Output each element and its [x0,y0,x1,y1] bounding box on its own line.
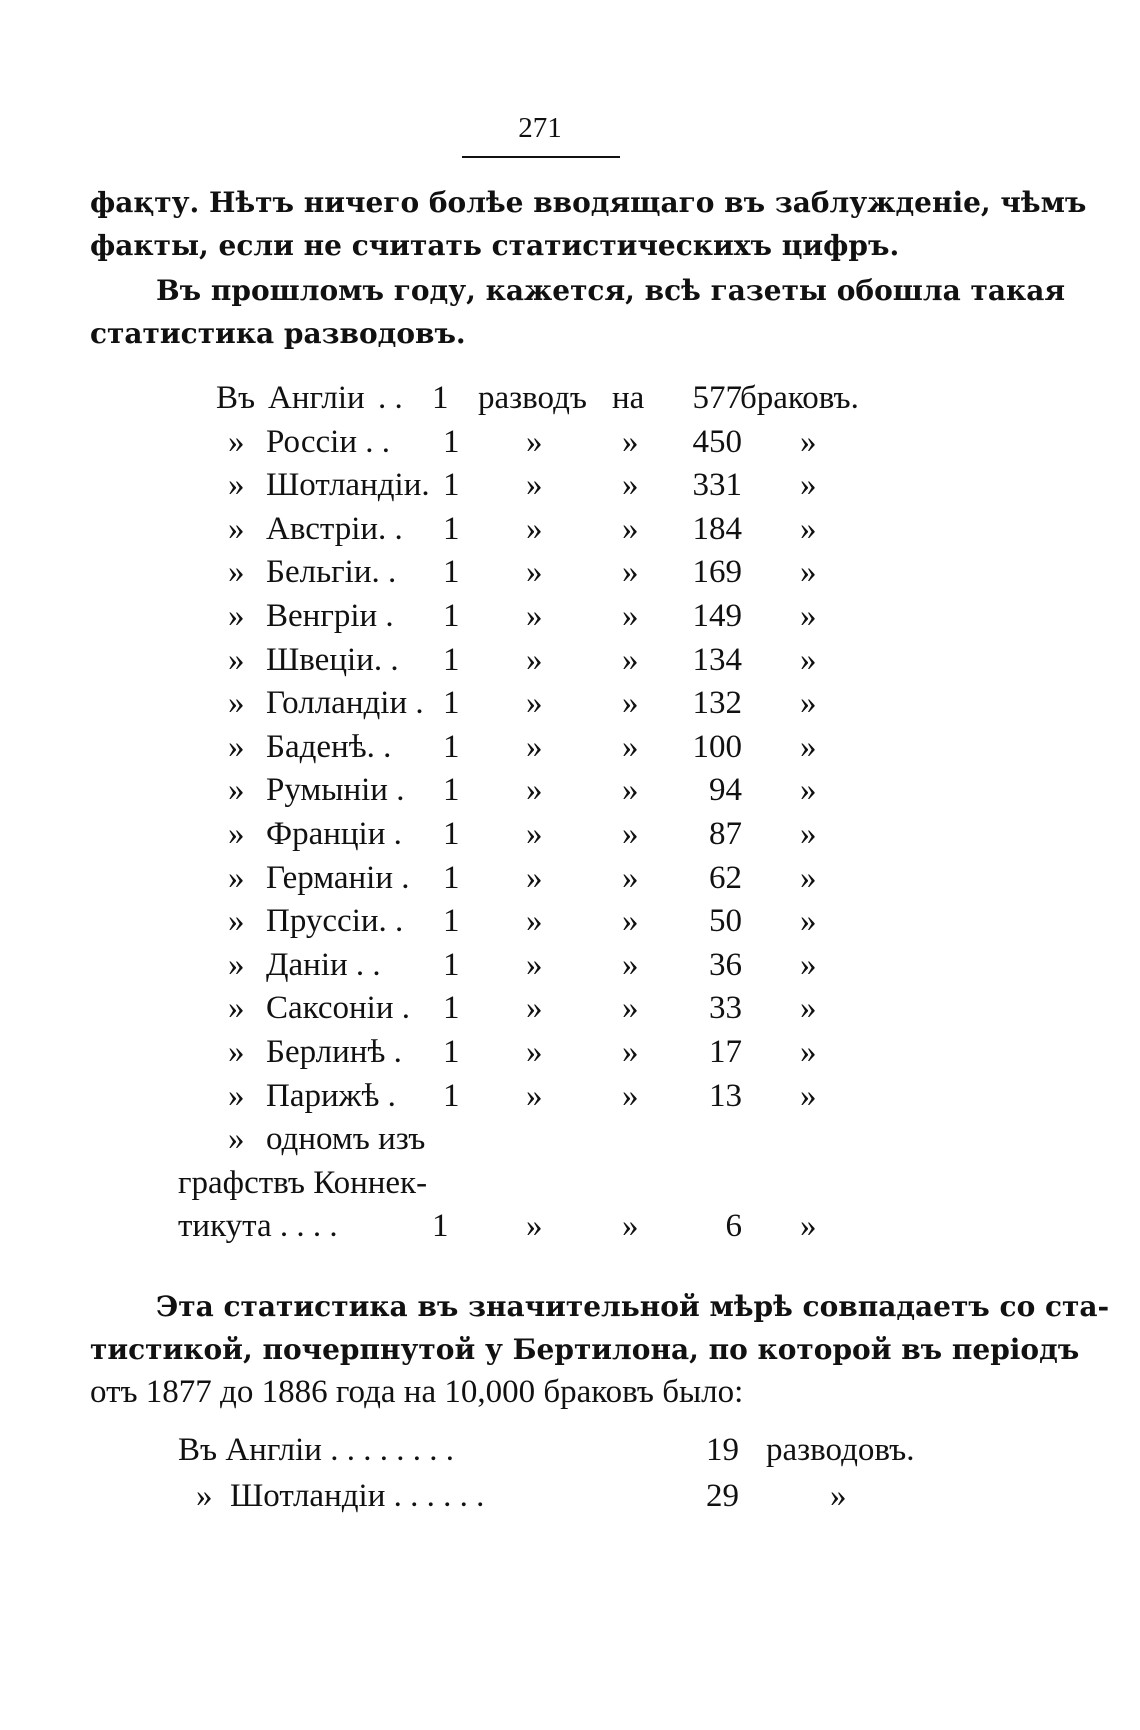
ditto-mark: » [228,815,245,852]
ditto-mark: » [228,946,245,983]
ditto-mark: » [622,467,639,504]
marriages-count: 62 [709,859,742,896]
ditto-mark: » [800,903,817,940]
country-name: Бельгіи. . [266,554,397,591]
one-count: 1 [443,990,460,1027]
page-number-rule [462,156,620,158]
marriages-count: 184 [692,510,742,547]
ditto-mark: » [526,510,543,547]
bertillon-country: Шотландіи . . . . . . [230,1478,485,1514]
ditto-mark: » [228,467,245,504]
country-name: Пруссіи. . [266,903,404,940]
ditto-mark: » [622,510,639,547]
table-row [0,467,1140,511]
ditto-mark: » [228,903,245,940]
ditto-mark: » [622,423,639,460]
paragraph-3-line-2: тистикой, почерпнутой у Бертилона, по которой въ періодъ [90,1333,1080,1366]
ditto-mark: » [800,990,817,1027]
header-lead: Въ [216,380,256,416]
marriages-count: 13 [709,1077,742,1114]
marriages-count: 36 [709,946,742,983]
ditto-mark: » [228,685,245,722]
ditto-mark: » [526,990,543,1027]
ditto-mark: » [622,1033,639,1070]
table-row [0,860,1140,904]
country-name: Швеціи. . [266,641,399,678]
bertillon-value: 19 [706,1432,739,1468]
marriages-count: 132 [692,685,742,722]
paragraph-3-line-1: Эта статистика въ значительной мѣрѣ совпадаетъ со ста- [156,1290,1110,1323]
marriages-count: 450 [692,423,742,460]
marriages-count: 331 [692,467,742,504]
header-one: 1 [432,380,449,416]
bertillon-value: 29 [706,1478,739,1514]
ditto-mark: » [622,1208,639,1245]
table-row [0,511,1140,555]
one-count: 1 [443,728,460,765]
ditto-mark: » [526,641,543,678]
marriages-count: 33 [709,990,742,1027]
country-name: Берлинѣ . [266,1033,402,1070]
marriages-count: 149 [692,597,742,634]
ditto-mark: » [622,815,639,852]
ditto-mark: » [228,423,245,460]
one-count: 1 [443,423,460,460]
ditto-mark: » [228,554,245,591]
one-count: 1 [443,903,460,940]
paragraph-1 [90,181,1087,267]
paragraph-3 [90,1285,1110,1414]
one-count: 1 [443,859,460,896]
country-name: Баденѣ. . [266,728,392,765]
ditto-mark: » [526,815,543,852]
ditto-mark: » [228,990,245,1027]
last-row-text-3: тикута . . . . [178,1208,338,1245]
ditto-mark: » [228,728,245,765]
ditto-mark: » [526,467,543,504]
ditto-mark: » [526,554,543,591]
ditto-mark: » [622,772,639,809]
bertillon-table [0,1432,1140,1524]
ditto-mark: » [526,946,543,983]
table-row [0,642,1140,686]
last-row-one: 1 [432,1208,449,1245]
ditto-mark: » [800,1033,817,1070]
one-count: 1 [443,641,460,678]
ditto-mark: » [800,1208,817,1245]
ditto-mark: » [228,859,245,896]
header-value: 577 [692,380,742,416]
table-header-row [0,380,1140,424]
marriages-count: 17 [709,1033,742,1070]
ditto-mark: » [526,772,543,809]
header-country: Англіи [268,380,365,416]
table-row [0,816,1140,860]
ditto-mark: » [800,685,817,722]
bertillon-country: Въ Англіи . . . . . . . . [178,1432,454,1468]
ditto-mark: » [228,772,245,809]
marriages-count: 50 [709,903,742,940]
ditto-mark: » [228,597,245,634]
country-name: Россіи . . [266,423,390,460]
one-count: 1 [443,510,460,547]
one-count: 1 [443,1077,460,1114]
one-count: 1 [443,772,460,809]
marriages-count: 94 [709,772,742,809]
last-row-text-2: графствъ Коннек- [178,1164,428,1201]
ditto-mark: » [800,859,817,896]
ditto-mark: » [622,597,639,634]
ditto-mark: » [526,859,543,896]
ditto-mark: » [800,946,817,983]
ditto-mark: » [526,423,543,460]
ditto-mark: » [800,510,817,547]
ditto-mark: » [622,641,639,678]
last-row-line-3 [0,1208,1140,1252]
one-count: 1 [443,685,460,722]
ditto-mark: » [228,1077,245,1114]
header-razvod: разводъ [478,380,587,416]
table-row [0,772,1140,816]
last-row-line-2 [0,1165,1140,1209]
ditto-mark: » [526,685,543,722]
last-row-text-1: одномъ изъ [266,1121,426,1158]
country-name: Венгріи . [266,597,394,634]
ditto-mark: » [800,815,817,852]
marriages-count: 87 [709,815,742,852]
ditto-mark: » [228,1121,245,1158]
ditto-mark: » [800,423,817,460]
ditto-mark: » [526,597,543,634]
table-row [0,947,1140,991]
ditto-mark: » [622,728,639,765]
ditto-mark: » [622,946,639,983]
one-count: 1 [443,946,460,983]
table-row [0,1078,1140,1122]
table-row [0,554,1140,598]
page-number: 271 [518,112,562,144]
marriages-count: 169 [692,554,742,591]
one-count: 1 [443,467,460,504]
bertillon-unit: разводовъ. [766,1432,915,1468]
header-dots: . . [378,380,403,416]
ditto-mark: » [800,467,817,504]
ditto-mark: » [800,597,817,634]
ditto-mark: » [622,554,639,591]
bertillon-unit: » [830,1478,847,1514]
ditto-mark: » [800,1077,817,1114]
ditto-mark: » [228,641,245,678]
one-count: 1 [443,815,460,852]
ditto-mark: » [800,641,817,678]
ditto-mark: » [622,990,639,1027]
table-row [0,903,1140,947]
header-unit: браковъ. [740,380,859,416]
country-name: Парижѣ . [266,1077,396,1114]
paragraph-2-line-1: Въ прошломъ году, кажется, всѣ газеты обошла такая [156,274,1066,307]
ditto-mark: » [526,1033,543,1070]
header-na: на [612,380,645,416]
divorce-table [0,380,1140,1252]
one-count: 1 [443,1033,460,1070]
ditto-mark: » [228,510,245,547]
table-row [0,729,1140,773]
ditto-mark: » [622,685,639,722]
bertillon-row [0,1478,1140,1524]
ditto-mark: » [622,859,639,896]
paragraph-3-line-3: отъ 1877 до 1886 года на 10,000 браковъ было: [90,1374,744,1410]
paragraph-2 [90,269,1066,355]
ditto-mark: » [228,1033,245,1070]
country-name: Румыніи . [266,772,405,809]
country-name: Даніи . . [266,946,381,983]
paragraph-2-line-2: статистика разводовъ. [90,317,466,350]
ditto-mark: » [800,728,817,765]
table-row [0,990,1140,1034]
country-name: Австріи. . [266,510,403,547]
table-row [0,598,1140,642]
paragraph-1-line-2: факты, если не считать статистическихъ цифръ. [90,229,900,262]
country-name: Франціи . [266,815,402,852]
marriages-count: 100 [692,728,742,765]
country-name: Германіи . [266,859,410,896]
country-name: Саксоніи . [266,990,411,1027]
country-name: Голландіи . [266,685,424,722]
table-row [0,1034,1140,1078]
country-name: Шотландіи. [266,467,430,504]
ditto-mark: » [526,1077,543,1114]
ditto-mark: » [622,1077,639,1114]
ditto-mark: » [526,1208,543,1245]
ditto-mark: » [526,728,543,765]
ditto-mark: » [800,554,817,591]
bertillon-row [0,1432,1140,1478]
ditto-mark: » [622,903,639,940]
marriages-count: 134 [692,641,742,678]
paragraph-1-line-1: фақту. Нѣтъ ничего болѣе вводящаго въ заблужденіе, чѣмъ [90,186,1087,219]
one-count: 1 [443,554,460,591]
table-row [0,424,1140,468]
table-row [0,685,1140,729]
ditto-mark: » [196,1478,213,1514]
last-row-value: 6 [725,1208,742,1245]
one-count: 1 [443,597,460,634]
ditto-mark: » [526,903,543,940]
ditto-mark: » [800,772,817,809]
table-rows [0,424,1140,1122]
last-row-line-1 [0,1121,1140,1165]
